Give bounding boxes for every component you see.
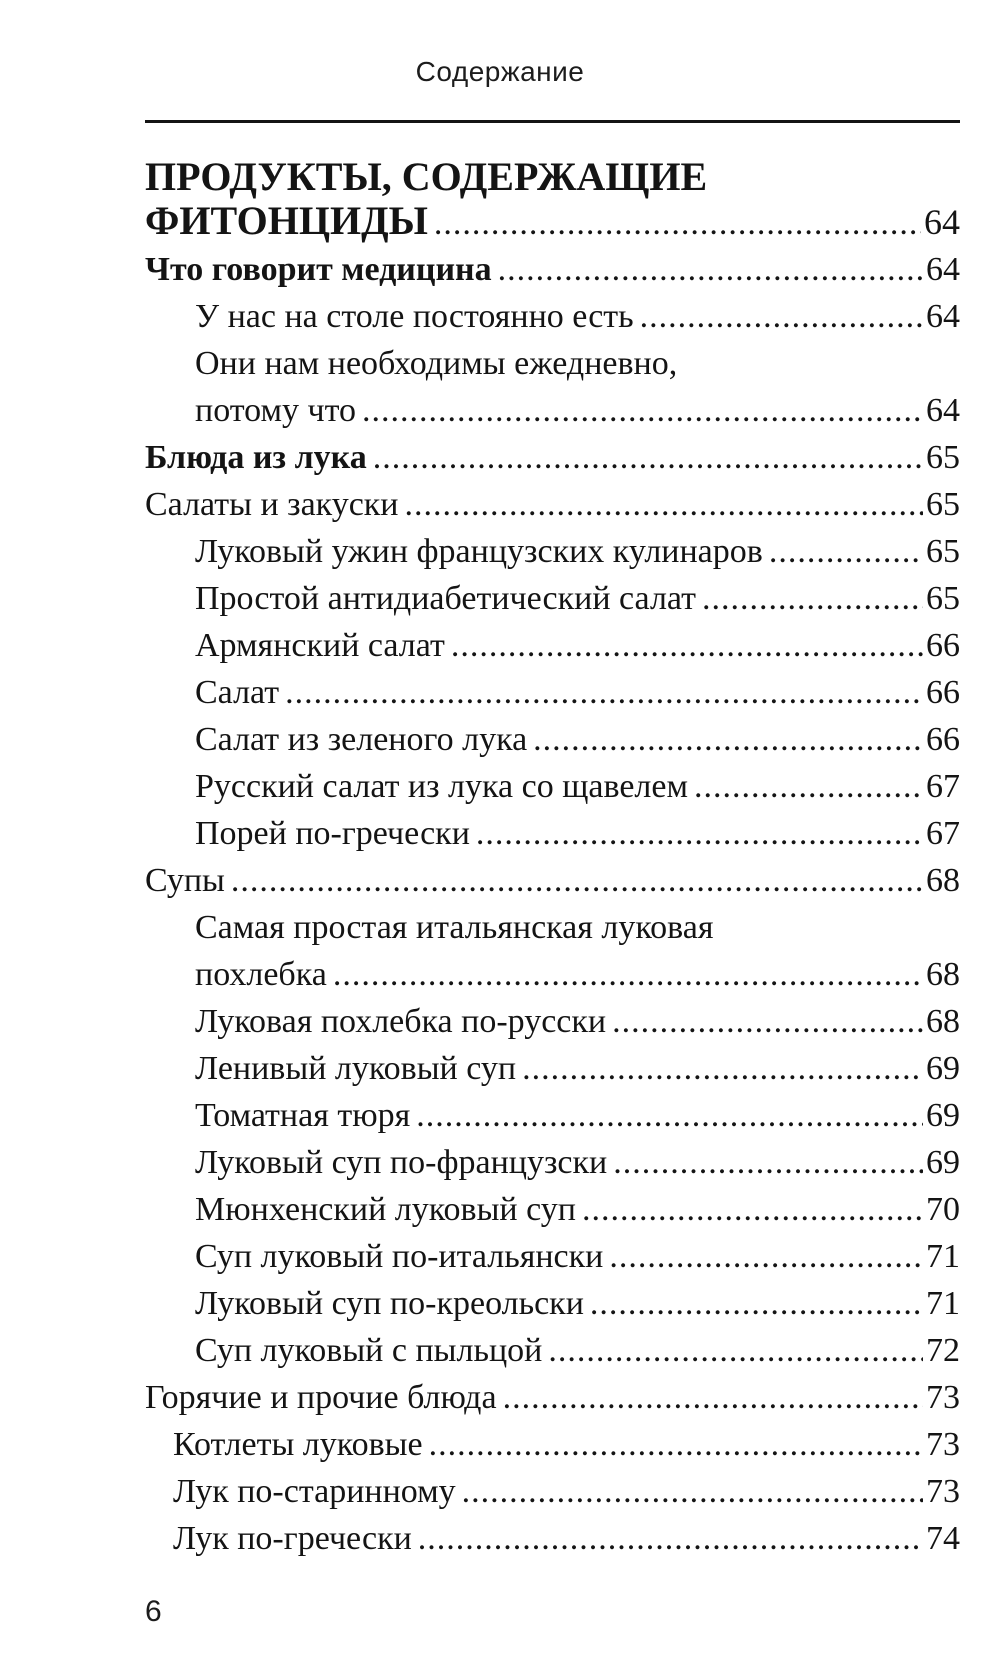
toc-entry[interactable] [145, 1327, 960, 1374]
toc-entry-title: ФИТОНЦИДЫ [145, 198, 428, 243]
toc-entry-page: 65 [926, 533, 960, 570]
toc-entry-page: 68 [926, 1003, 960, 1040]
toc-entry[interactable] [145, 575, 960, 622]
toc-entry[interactable] [145, 1186, 960, 1233]
dot-leader [285, 669, 923, 716]
toc-entry-page: 73 [926, 1426, 960, 1463]
toc-entry-page: 64 [924, 202, 960, 242]
dot-leader [590, 1280, 923, 1327]
toc-entry-row [195, 763, 960, 810]
toc-entry-row [195, 1139, 960, 1186]
toc-entry-page: 69 [926, 1050, 960, 1087]
toc-entry-row [173, 1468, 960, 1515]
toc-entry-row [195, 1280, 960, 1327]
toc-entry[interactable] [145, 1421, 960, 1468]
toc-entry-title-line: ПРОДУКТЫ, СОДЕРЖАЩИЕ [145, 154, 708, 199]
dot-leader [434, 202, 921, 246]
toc-entry-page: 72 [926, 1332, 960, 1369]
toc-entry[interactable] [145, 340, 960, 434]
toc-entry-title: Ленивый луковый суп [195, 1050, 517, 1087]
toc-entry-row [195, 575, 960, 622]
toc-entry[interactable] [145, 1092, 960, 1139]
toc-entry-row [195, 387, 960, 434]
toc-entry-title: Мюнхенский луковый суп [195, 1191, 576, 1228]
dot-leader [612, 998, 923, 1045]
table-of-contents [145, 155, 960, 1562]
toc-entry-title: Салат [195, 674, 280, 711]
toc-entry-title: Русский салат из лука со щавелем [195, 768, 688, 805]
dot-leader [769, 528, 923, 575]
toc-entry[interactable] [145, 1280, 960, 1327]
toc-entry-row [195, 998, 960, 1045]
toc-entry[interactable] [145, 669, 960, 716]
toc-entry-page: 73 [926, 1379, 960, 1416]
running-header: Содержание [415, 56, 585, 87]
toc-entry-page: 66 [926, 627, 960, 664]
toc-entry-page: 65 [926, 486, 960, 523]
toc-entry-row [195, 1092, 960, 1139]
toc-entry-row [195, 1186, 960, 1233]
toc-entry-title: похлебка [195, 956, 327, 993]
toc-entry-row [173, 1421, 960, 1468]
toc-entry-page: 64 [926, 392, 960, 429]
toc-entry-title: Лук по-старинному [173, 1473, 456, 1510]
toc-entry-row [195, 1327, 960, 1374]
toc-entry-row [145, 434, 960, 481]
toc-entry-row [195, 1045, 960, 1092]
toc-entry-page: 73 [926, 1473, 960, 1510]
toc-entry-row [145, 199, 960, 246]
toc-entry-title: Салаты и закуски [145, 486, 399, 523]
toc-entry-row [195, 528, 960, 575]
dot-leader [609, 1233, 923, 1280]
toc-entry[interactable] [145, 1045, 960, 1092]
toc-entry-page: 65 [926, 439, 960, 476]
toc-entry-row [145, 246, 960, 293]
toc-entry[interactable] [145, 528, 960, 575]
toc-entry-row [145, 857, 960, 904]
toc-entry-title: Суп луковый с пыльцой [195, 1332, 543, 1369]
toc-entry[interactable] [145, 622, 960, 669]
toc-entry[interactable] [145, 716, 960, 763]
dot-leader [533, 716, 923, 763]
toc-entry-title-line: Самая простая итальянская луковая [195, 909, 714, 946]
toc-entry[interactable] [145, 155, 960, 246]
dot-leader [498, 246, 923, 293]
toc-entry-title: потому что [195, 392, 357, 429]
toc-entry[interactable] [145, 810, 960, 857]
toc-entry-title: Лук по-гречески [173, 1520, 412, 1557]
toc-entry-title: Луковый ужин французских кулинаров [195, 533, 763, 570]
toc-entry-title: У нас на столе постоянно есть [195, 298, 634, 335]
toc-entry-title: Порей по-гречески [195, 815, 470, 852]
toc-entry-page: 69 [926, 1097, 960, 1134]
page-number: 6 [145, 1595, 162, 1628]
toc-entry-page: 65 [926, 580, 960, 617]
dot-leader [702, 575, 923, 622]
dot-leader [503, 1374, 923, 1421]
toc-entry-title: Салат из зеленого лука [195, 721, 528, 758]
dot-leader [640, 293, 923, 340]
toc-entry-title: Супы [145, 862, 225, 899]
dot-leader [451, 622, 923, 669]
toc-entry-page: 66 [926, 674, 960, 711]
toc-entry[interactable] [145, 904, 960, 998]
dot-leader [429, 1421, 923, 1468]
toc-entry[interactable] [145, 1139, 960, 1186]
toc-entry[interactable] [145, 434, 960, 481]
toc-entry-page: 71 [926, 1238, 960, 1275]
toc-entry-title: Томатная тюря [195, 1097, 411, 1134]
dot-leader [613, 1139, 923, 1186]
toc-entry-title: Армянский салат [195, 627, 445, 664]
toc-entry-row [195, 622, 960, 669]
toc-entry-page: 71 [926, 1285, 960, 1322]
toc-entry-title: Простой антидиабетический салат [195, 580, 696, 617]
dot-leader [416, 1092, 923, 1139]
toc-entry-page: 70 [926, 1191, 960, 1228]
dot-leader [462, 1468, 923, 1515]
toc-entry-row [195, 1233, 960, 1280]
toc-entry[interactable] [145, 1374, 960, 1421]
toc-entry-page: 67 [926, 768, 960, 805]
toc-entry-row [195, 293, 960, 340]
dot-leader [373, 434, 923, 481]
toc-entry[interactable] [145, 998, 960, 1045]
header-rule [145, 120, 960, 123]
toc-entry-title-line: Они нам необходимы ежедневно, [195, 345, 678, 382]
toc-entry-page: 67 [926, 815, 960, 852]
toc-entry-row [195, 669, 960, 716]
dot-leader [333, 951, 923, 998]
dot-leader [231, 857, 923, 904]
dot-leader [418, 1515, 923, 1562]
toc-entry-row [145, 1374, 960, 1421]
toc-entry[interactable] [145, 857, 960, 904]
toc-entry-page: 64 [926, 251, 960, 288]
toc-entry-title: Что говорит медицина [145, 251, 492, 288]
toc-entry-title: Блюда из лука [145, 439, 367, 476]
toc-entry[interactable] [145, 1233, 960, 1280]
toc-entry-row [195, 951, 960, 998]
toc-entry-page: 66 [926, 721, 960, 758]
toc-entry-page: 68 [926, 862, 960, 899]
dot-leader [522, 1045, 923, 1092]
toc-entry[interactable] [145, 246, 960, 293]
toc-entry-title: Горячие и прочие блюда [145, 1379, 497, 1416]
toc-entry-page: 64 [926, 298, 960, 335]
toc-entry[interactable] [145, 481, 960, 528]
toc-entry-page: 68 [926, 956, 960, 993]
toc-entry-row [145, 481, 960, 528]
toc-entry-row [195, 716, 960, 763]
toc-entry-page: 69 [926, 1144, 960, 1181]
toc-entry-title: Луковая похлебка по-русски [195, 1003, 607, 1040]
dot-leader [405, 481, 923, 528]
toc-entry-title: Суп луковый по-итальянски [195, 1238, 604, 1275]
toc-entry[interactable] [145, 763, 960, 810]
toc-entry-title: Котлеты луковые [173, 1426, 423, 1463]
dot-leader [476, 810, 923, 857]
dot-leader [362, 387, 923, 434]
toc-entry[interactable] [145, 293, 960, 340]
dot-leader [548, 1327, 923, 1374]
toc-entry[interactable] [145, 1515, 960, 1562]
toc-entry-row [195, 810, 960, 857]
toc-entry[interactable] [145, 1468, 960, 1515]
dot-leader [694, 763, 923, 810]
toc-entry-title: Луковый суп по-французски [195, 1144, 608, 1181]
toc-entry-title: Луковый суп по-креольски [195, 1285, 584, 1322]
toc-entry-row [173, 1515, 960, 1562]
dot-leader [582, 1186, 923, 1233]
toc-entry-page: 74 [926, 1520, 960, 1557]
